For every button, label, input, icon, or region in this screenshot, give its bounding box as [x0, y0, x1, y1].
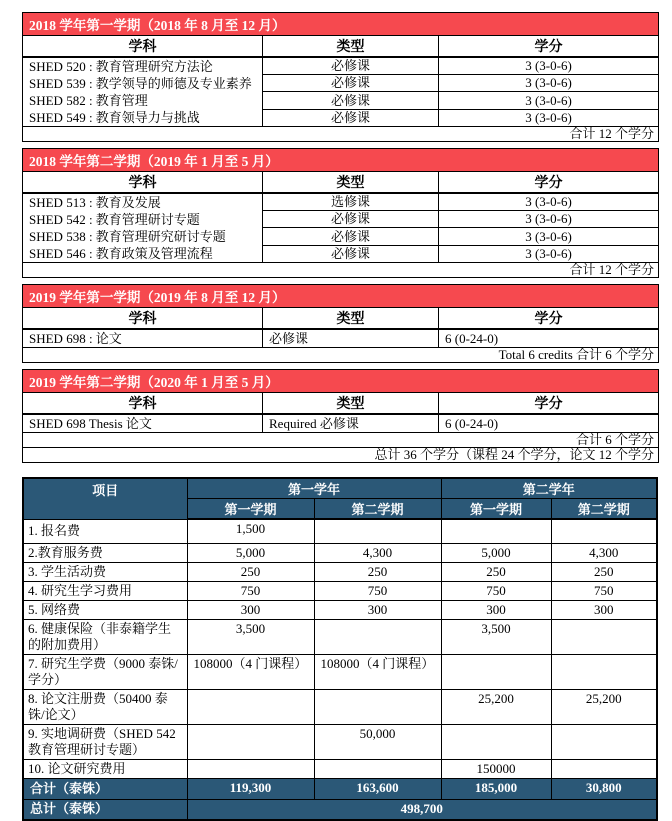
fee-value: 25,200 — [551, 689, 657, 724]
fee-value — [314, 759, 441, 778]
course-credits: 6 (0-24-0) — [439, 414, 659, 433]
fee-row — [23, 600, 657, 619]
course-name: SHED 538 : 教育管理研究研讨专题 — [29, 229, 226, 244]
course-type: 必修课 — [263, 329, 439, 348]
fee-header-item: 项目 — [23, 478, 187, 519]
table-row — [23, 127, 659, 142]
fee-value — [314, 619, 441, 654]
table-row — [23, 172, 659, 194]
fee-value: 750 — [187, 581, 314, 600]
fee-header-year1: 第一学年 — [187, 478, 441, 499]
fee-table — [22, 477, 658, 821]
column-header-course: 学科 — [23, 393, 263, 415]
course-type: Required 必修课 — [263, 414, 439, 433]
fee-header-sem4: 第二学期 — [551, 499, 657, 520]
course-credits: 3 (3-0-6) — [439, 228, 659, 245]
fee-row — [23, 654, 657, 689]
table-row — [23, 149, 659, 172]
fee-value: 750 — [441, 581, 551, 600]
column-header-course: 学科 — [23, 308, 263, 330]
fee-header-sem1: 第一学期 — [187, 499, 314, 520]
fee-value — [551, 519, 657, 543]
table-row — [23, 370, 659, 393]
column-header-type: 类型 — [263, 308, 439, 330]
fee-value: 25,200 — [441, 689, 551, 724]
course-type: 必修课 — [263, 228, 439, 245]
fee-value: 750 — [551, 581, 657, 600]
fee-value — [314, 689, 441, 724]
fee-subtotal-value: 119,300 — [187, 778, 314, 799]
fee-value — [551, 654, 657, 689]
fee-value: 5,000 — [187, 543, 314, 562]
fee-value — [551, 619, 657, 654]
table-row — [23, 414, 659, 433]
semester-total-credits: 合计 12 个学分 — [23, 263, 659, 278]
course-name: SHED 520 : 教育管理研究方法论 — [29, 59, 213, 74]
fee-value — [187, 759, 314, 778]
semester-title-bar: 2018 学年第二学期（2019 年 1 月至 5 月） — [23, 149, 659, 172]
table-row — [23, 57, 659, 75]
fee-value: 250 — [441, 562, 551, 581]
fee-value — [551, 724, 657, 759]
fee-value: 300 — [314, 600, 441, 619]
course-credits: 3 (3-0-6) — [439, 193, 659, 211]
fee-value: 4,300 — [314, 543, 441, 562]
fee-value — [187, 724, 314, 759]
fee-row — [23, 619, 657, 654]
table-row — [23, 36, 659, 58]
table-row — [23, 193, 659, 211]
column-header-credits: 学分 — [439, 172, 659, 194]
course-list-cell — [23, 57, 263, 127]
course-list-cell — [23, 414, 263, 433]
fee-item-label: 8. 论文注册费（50400 泰铢/论文） — [23, 689, 187, 724]
fee-value: 750 — [314, 581, 441, 600]
fee-value — [441, 519, 551, 543]
column-header-type: 类型 — [263, 36, 439, 58]
course-type: 选修课 — [263, 193, 439, 211]
fee-item-label: 6. 健康保险（非泰籍学生的附加费用） — [23, 619, 187, 654]
course-credits: 3 (3-0-6) — [439, 92, 659, 109]
program-grand-total-credits: 总计 36 个学分（课程 24 个学分，论文 12 个学分 — [23, 448, 659, 463]
fee-subtotal-value: 163,600 — [314, 778, 441, 799]
fee-value: 250 — [314, 562, 441, 581]
semester-total-credits: 合计 12 个学分 — [23, 127, 659, 142]
fee-row — [23, 724, 657, 759]
fee-row — [23, 581, 657, 600]
fee-subtotal-value: 30,800 — [551, 778, 657, 799]
fee-header-year2: 第二学年 — [441, 478, 657, 499]
fee-value — [441, 724, 551, 759]
fee-value — [551, 759, 657, 778]
course-credits: 3 (3-0-6) — [439, 109, 659, 126]
course-name: SHED 582 : 教育管理 — [29, 93, 148, 108]
course-type: 必修课 — [263, 75, 439, 92]
fee-value: 250 — [551, 562, 657, 581]
course-name: SHED 542 : 教育管理研讨专题 — [29, 212, 200, 227]
column-header-credits: 学分 — [439, 393, 659, 415]
fee-value: 300 — [441, 600, 551, 619]
fee-item-label: 3. 学生活动费 — [23, 562, 187, 581]
fee-value: 4,300 — [551, 543, 657, 562]
course-credits: 3 (3-0-6) — [439, 211, 659, 228]
course-type: 必修课 — [263, 109, 439, 126]
semester-title-bar: 2019 学年第二学期（2020 年 1 月至 5 月） — [23, 370, 659, 393]
table-row — [23, 393, 659, 415]
fee-grandtotal-row — [23, 799, 657, 820]
course-type: 必修课 — [263, 92, 439, 109]
semester-total-credits: 合计 6 个学分 — [23, 433, 659, 448]
course-name: SHED 539 : 教学领导的师德及专业素养 — [29, 76, 252, 91]
fee-row — [23, 519, 657, 543]
course-credits: 3 (3-0-6) — [439, 57, 659, 75]
fee-value — [441, 654, 551, 689]
fee-value: 50,000 — [314, 724, 441, 759]
fee-grandtotal-label: 总计（泰铢） — [23, 799, 187, 820]
fee-value — [314, 519, 441, 543]
course-list-cell — [23, 329, 263, 348]
table-row — [23, 263, 659, 278]
column-header-credits: 学分 — [439, 308, 659, 330]
fee-subtotal-row — [23, 778, 657, 799]
table-row — [23, 285, 659, 308]
table-row — [23, 308, 659, 330]
fee-item-label: 9. 实地调研费（SHED 542 教育管理研讨专题） — [23, 724, 187, 759]
fee-grandtotal-value: 498,700 — [187, 799, 657, 820]
course-type: 必修课 — [263, 245, 439, 262]
column-header-course: 学科 — [23, 36, 263, 58]
table-row — [23, 329, 659, 348]
semester-title-bar: 2018 学年第一学期（2018 年 8 月至 12 月） — [23, 13, 659, 36]
course-table-2018-sem2 — [22, 148, 659, 278]
fee-value: 3,500 — [441, 619, 551, 654]
fee-row — [23, 543, 657, 562]
course-list-cell — [23, 193, 263, 263]
course-table-2019-sem2 — [22, 369, 659, 463]
fee-value — [187, 689, 314, 724]
fee-value: 3,500 — [187, 619, 314, 654]
table-row — [23, 478, 657, 499]
semester-total-credits: Total 6 credits 合计 6 个学分 — [23, 348, 659, 363]
fee-item-label: 5. 网络费 — [23, 600, 187, 619]
fee-row — [23, 689, 657, 724]
fee-header-sem2: 第二学期 — [314, 499, 441, 520]
column-header-credits: 学分 — [439, 36, 659, 58]
course-type: 必修课 — [263, 57, 439, 75]
course-credits: 3 (3-0-6) — [439, 75, 659, 92]
course-name: SHED 549 : 教育领导力与挑战 — [29, 110, 200, 125]
fee-item-label: 2.教育服务费 — [23, 543, 187, 562]
table-row — [23, 348, 659, 363]
fee-item-label: 10. 论文研究费用 — [23, 759, 187, 778]
fee-subtotal-label: 合计（泰铢） — [23, 778, 187, 799]
fee-row — [23, 562, 657, 581]
course-credits: 6 (0-24-0) — [439, 329, 659, 348]
fee-item-label: 1. 报名费 — [23, 519, 187, 543]
column-header-course: 学科 — [23, 172, 263, 194]
fee-value: 108000（4 门课程） — [314, 654, 441, 689]
column-header-type: 类型 — [263, 393, 439, 415]
fee-item-label: 4. 研究生学习费用 — [23, 581, 187, 600]
course-table-2018-sem1 — [22, 12, 659, 142]
fee-value: 300 — [551, 600, 657, 619]
course-table-2019-sem1 — [22, 284, 659, 363]
fee-value: 108000（4 门课程） — [187, 654, 314, 689]
fee-value: 300 — [187, 600, 314, 619]
table-row — [23, 448, 659, 463]
fee-value: 150000 — [441, 759, 551, 778]
table-row — [23, 433, 659, 448]
fee-value: 5,000 — [441, 543, 551, 562]
table-row — [23, 13, 659, 36]
fee-item-label: 7. 研究生学费（9000 泰铢/学分） — [23, 654, 187, 689]
course-name: SHED 546 : 教育政策及管理流程 — [29, 246, 213, 261]
fee-value: 250 — [187, 562, 314, 581]
course-type: 必修课 — [263, 211, 439, 228]
course-name: SHED 698 : 论文 — [29, 331, 122, 346]
course-name: SHED 698 Thesis 论文 — [29, 416, 152, 431]
fee-value: 1,500 — [187, 519, 314, 543]
fee-header-sem3: 第一学期 — [441, 499, 551, 520]
fee-row — [23, 759, 657, 778]
column-header-type: 类型 — [263, 172, 439, 194]
fee-subtotal-value: 185,000 — [441, 778, 551, 799]
course-name: SHED 513 : 教育及发展 — [29, 195, 161, 210]
course-credits: 3 (3-0-6) — [439, 245, 659, 262]
semester-title-bar: 2019 学年第一学期（2019 年 8 月至 12 月） — [23, 285, 659, 308]
